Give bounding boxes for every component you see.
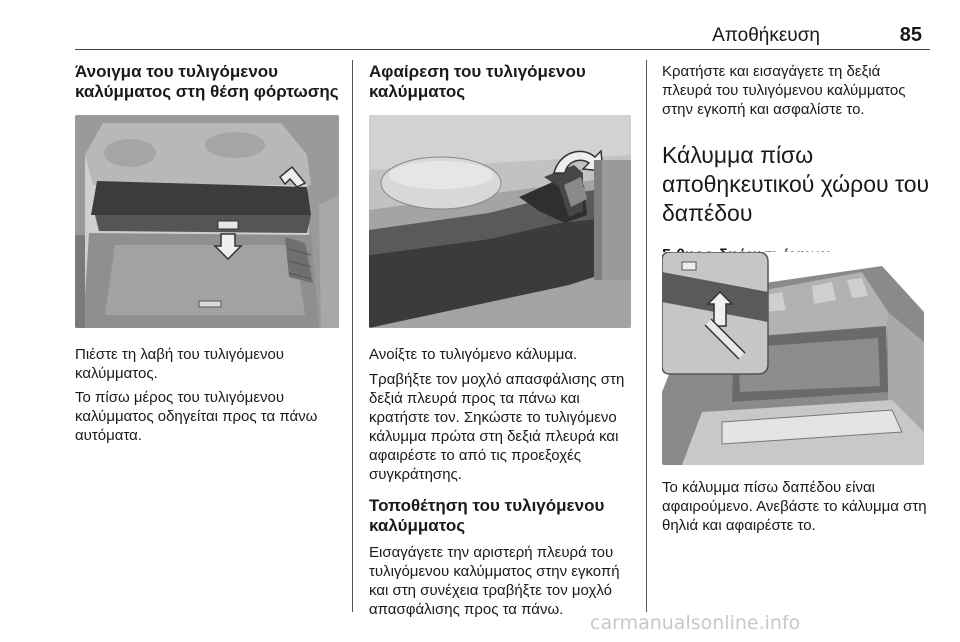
section-heading: Αφαίρεση του τυλιγόμενου καλύμματος: [369, 62, 586, 101]
paragraph: Τραβήξτε τον μοχλό απασφάλισης στη δεξιά πλευρά προς τα πάνω και κρατήστε τον. Σηκώστε το τυλιγόμενο κάλυμμα πρώτα στη δεξιά πλευρά και αφαιρέστε το από τις προεξοχές συγκράτησης.: [369, 371, 625, 483]
column-1: [75, 62, 340, 102]
paragraph: Κρατήστε και εισαγάγετε τη δεξιά πλευρά του τυλιγόμενου καλύμματος στην εγκοπή και ασφαλίστε το.: [662, 63, 906, 118]
page-number: 85: [899, 24, 922, 46]
section-heading: Κάλυμμα πίσω αποθηκευτικού χώρου του δαπέδου: [662, 142, 930, 226]
column-2: [369, 62, 634, 102]
paragraph: Ανοίξτε το τυλιγόμενο κάλυμμα.: [369, 346, 578, 363]
paragraph: Το πίσω μέρος του τυλιγόμενου καλύμματος οδηγείται προς τα πάνω αυτόματα.: [75, 389, 318, 444]
header-divider: [75, 49, 930, 50]
watermark: carmanualsonline.info: [590, 612, 801, 634]
column-divider: [646, 60, 647, 612]
column-2-text: [369, 345, 639, 619]
column-1-text: [75, 345, 345, 445]
page-header: [75, 0, 930, 50]
section-heading: Τοποθέτηση του τυλιγόμενου καλύμματος: [369, 496, 605, 535]
page-title: Αποθήκευση: [712, 25, 820, 46]
cargo-cover-remove-illustration: [369, 115, 631, 328]
paragraph: Εισαγάγετε την αριστερή πλευρά του τυλιγόμενου καλύμματος στην εγκοπή και στη συνέχεια τραβήξτε τον μοχλό απασφάλισης προς τα πάνω.: [369, 544, 620, 618]
section-heading: Άνοιγμα του τυλιγόμενου καλύμματος στη θέση φόρτωσης: [75, 62, 339, 101]
cargo-cover-open-illustration: [75, 115, 339, 328]
column-3-text: [662, 478, 932, 535]
paragraph: Πιέστε τη λαβή του τυλιγόμενου καλύμματος.: [75, 346, 285, 382]
column-3: [662, 62, 932, 266]
paragraph: Το κάλυμμα πίσω δαπέδου είναι αφαιρούμενο. Ανεβάστε το κάλυμμα στη θηλιά και αφαιρέστε το.: [662, 479, 927, 534]
column-divider: [352, 60, 353, 612]
rear-floor-cover-illustration: [662, 252, 924, 465]
